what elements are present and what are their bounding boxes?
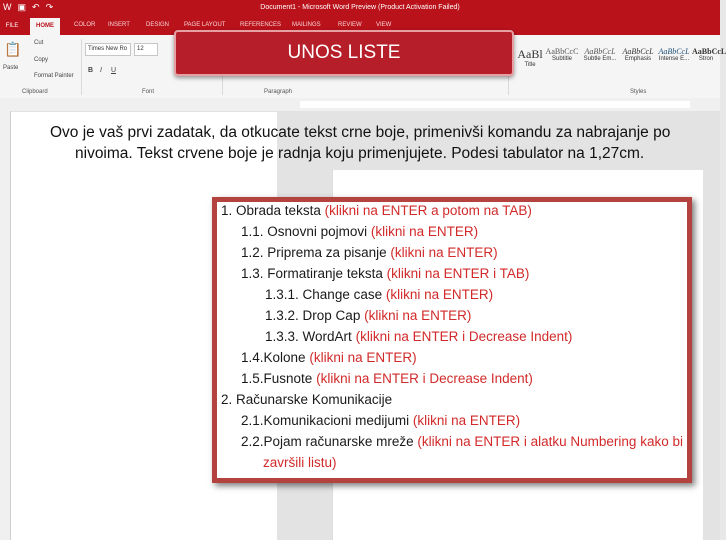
style-subtle-emphasis[interactable]: AaBbCcL Subtle Em...	[583, 47, 617, 62]
list-item: 1.3.3. WordArt (klikni na ENTER i Decrease Indent)	[265, 329, 573, 344]
style-subtitle[interactable]: AaBbCcC Subtitle	[545, 47, 579, 62]
tab-color[interactable]: COLOR	[74, 22, 96, 28]
copy-button[interactable]: Copy	[34, 57, 49, 63]
tab-insert[interactable]: INSERT	[108, 22, 130, 28]
bold-icon[interactable]: B	[88, 67, 94, 74]
list-item: 1.1. Osnovni pojmovi (klikni na ENTER)	[241, 224, 479, 239]
paragraph-group-label: Paragraph	[264, 89, 293, 95]
horizontal-ruler[interactable]	[0, 98, 720, 112]
list-item: 2. Računarske Komunikacije	[221, 392, 393, 407]
clipboard-group-label: Clipboard	[22, 89, 48, 95]
example-list	[212, 197, 692, 483]
italic-icon[interactable]: I	[100, 67, 102, 74]
font-size-dropdown[interactable]: 12	[134, 43, 158, 56]
tab-design[interactable]: DESIGN	[146, 22, 170, 28]
title-bar	[0, 0, 720, 18]
list-item: 1. Obrada teksta (klikni na ENTER a potom na TAB)	[221, 203, 532, 218]
redo-icon[interactable]: ↷	[45, 2, 54, 12]
font-group-label: Font	[142, 89, 155, 95]
ruler-text-area	[300, 101, 690, 108]
style-emphasis[interactable]: AaBbCcL Emphasis	[622, 47, 654, 62]
style-intense-emphasis[interactable]: AaBbCcL Intense E...	[658, 47, 690, 62]
paste-button[interactable]: Paste	[3, 65, 19, 71]
tab-view[interactable]: VIEW	[376, 22, 392, 28]
list-item: 1.4.Kolone (klikni na ENTER)	[241, 350, 417, 365]
window-title: Document1 - Microsoft Word Preview (Product Activation Failed)	[260, 4, 460, 11]
tab-references[interactable]: REFERENCES	[240, 22, 282, 28]
paste-icon[interactable]: 📋	[4, 41, 22, 57]
tab-home[interactable]: HOME	[30, 18, 60, 35]
underline-icon[interactable]: U	[111, 67, 117, 74]
vertical-ruler[interactable]	[0, 111, 11, 540]
styles-group-label: Styles	[630, 89, 647, 95]
cut-button[interactable]: Cut	[34, 40, 44, 46]
instructions-text: Ovo je vaš prvi zadatak, da otkucate tekst crne boje, primenivši komandu za nabrajanje po nivoima. Tekst crvene boje je radnja koju primenjujete. Podesi tabulator na 1,27cm.	[50, 124, 671, 162]
style-strong[interactable]: AaBbCcL Stron	[692, 47, 726, 62]
tab-mailings[interactable]: MAILINGS	[292, 22, 321, 28]
callout-title: UNOS LISTE	[174, 30, 514, 76]
format-painter-button[interactable]: Format Painter	[34, 73, 74, 79]
list-item: 1.5.Fusnote (klikni na ENTER i Decrease Indent)	[241, 371, 533, 386]
style-title[interactable]: AaBl Title	[517, 47, 543, 68]
tab-review[interactable]: REVIEW	[338, 22, 362, 28]
list-item: 1.3. Formatiranje teksta (klikni na ENTER i TAB)	[241, 266, 530, 281]
group-divider	[81, 39, 82, 95]
list-item: 1.3.2. Drop Cap (klikni na ENTER)	[265, 308, 472, 323]
tab-page-layout[interactable]: PAGE LAYOUT	[184, 22, 226, 28]
list-item: 1.3.1. Change case (klikni na ENTER)	[265, 287, 494, 302]
save-icon[interactable]: ▣	[17, 2, 27, 12]
list-item: 1.2. Priprema za pisanje (klikni na ENTER)	[241, 245, 498, 260]
list-item: 2.2.Pojam računarske mreže (klikni na ENTER i alatku Numbering kako bi	[241, 434, 683, 449]
word-icon[interactable]: W	[3, 2, 12, 12]
tab-file[interactable]: FILE	[0, 18, 24, 35]
font-name-dropdown[interactable]: Times New Ro	[85, 43, 131, 56]
list-item: završili listu)	[263, 455, 337, 470]
undo-icon[interactable]: ↶	[32, 2, 40, 12]
list-item: 2.1.Komunikacioni medijumi (klikni na ENTER)	[241, 413, 521, 428]
